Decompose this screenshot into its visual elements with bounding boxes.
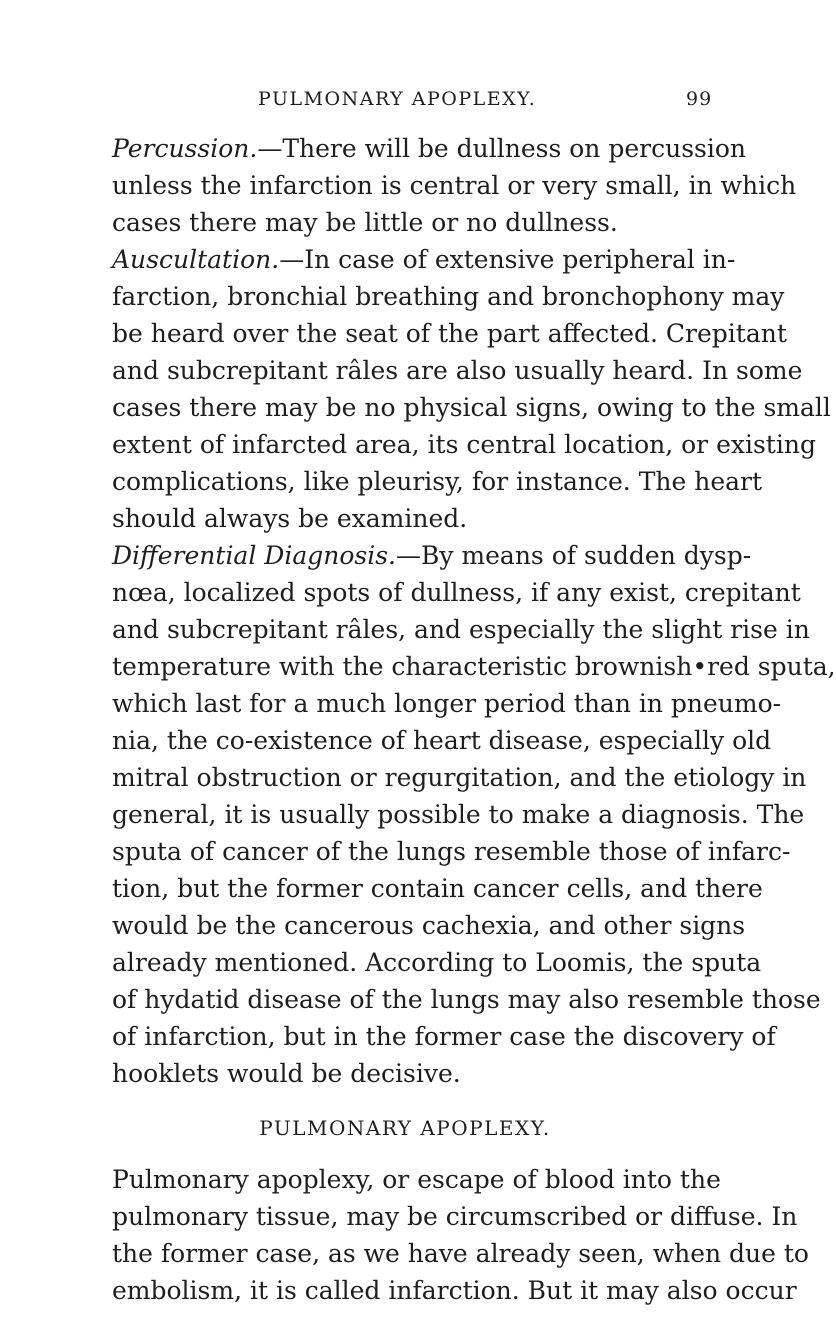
paragraph-line: nœa, localized spots of dullness, if any exist, crepitant	[112, 578, 801, 607]
paragraph-line: unless the infarction is central or very small, in which	[112, 171, 797, 200]
paragraph-percussion	[112, 130, 797, 241]
paragraph-line: extent of infarcted area, its central location, or existing	[112, 430, 816, 459]
runin-heading-percussion: Percussion.	[112, 134, 258, 163]
paragraph-line: sputa of cancer of the lungs resemble those of infarc-	[112, 837, 791, 866]
paragraph-line: already mentioned. According to Loomis, the sputa	[112, 948, 762, 977]
paragraph-differential-diagnosis	[112, 537, 836, 1092]
paragraph-line: temperature with the characteristic brownish•red sputa,	[112, 652, 836, 681]
paragraph-line	[112, 241, 736, 278]
paragraph-line: embolism, it is called infarction. But it may also occur	[112, 1276, 797, 1305]
paragraph-line	[112, 130, 747, 167]
runin-heading-auscultation: Auscultation.	[112, 245, 280, 274]
paragraph-line: farction, bronchial breathing and bronchophony may	[112, 282, 785, 311]
section-heading: PULMONARY APOPLEXY.	[259, 1116, 551, 1140]
paragraph-line: Pulmonary apoplexy, or escape of blood into the	[112, 1165, 721, 1194]
paragraph-line: be heard over the seat of the part affected. Crepitant	[112, 319, 787, 348]
paragraph-line: would be the cancerous cachexia, and other signs	[112, 911, 746, 940]
line-text: —In case of extensive peripheral in-	[279, 245, 736, 274]
paragraph-line: which last for a much longer period than in pneumo-	[112, 689, 782, 718]
paragraph-line: cases there may be little or no dullness.	[112, 208, 618, 237]
paragraph-line: hooklets would be decisive.	[112, 1059, 461, 1088]
running-head-title: PULMONARY APOPLEXY.	[258, 88, 537, 110]
paragraph-line: tion, but the former contain cancer cells, and there	[112, 874, 763, 903]
paragraph-line: should always be examined.	[112, 504, 468, 533]
paragraph-line: nia, the co-existence of heart disease, especially old	[112, 726, 772, 755]
page-number: 99	[686, 88, 713, 110]
paragraph-line: general, it is usually possible to make a diagnosis. The	[112, 800, 805, 829]
paragraph-line: complications, like pleurisy, for instance. The heart	[112, 467, 763, 496]
paragraph-line: of infarction, but in the former case the discovery of	[112, 1022, 776, 1051]
paragraph-line: pulmonary tissue, may be circumscribed or diffuse. In	[112, 1202, 798, 1231]
line-text: —By means of sudden dysp-	[395, 541, 752, 570]
line-text: —There will be dullness on percussion	[257, 134, 747, 163]
running-head	[0, 88, 800, 114]
paragraph-pulmonary-apoplexy	[112, 1161, 809, 1309]
paragraph-line	[112, 537, 752, 574]
paragraph-line: the former case, as we have already seen, when due to	[112, 1239, 809, 1268]
paragraph-auscultation	[112, 241, 831, 537]
paragraph-line: mitral obstruction or regurgitation, and the etiology in	[112, 763, 807, 792]
paragraph-line: cases there may be no physical signs, owing to the small	[112, 393, 831, 422]
runin-heading-differential-diagnosis: Differential Diagnosis.	[112, 541, 396, 570]
paragraph-line: and subcrepitant râles are also usually heard. In some	[112, 356, 803, 385]
page-body	[112, 130, 836, 1309]
paragraph-line: of hydatid disease of the lungs may also resemble those	[112, 985, 821, 1014]
paragraph-line: and subcrepitant râles, and especially the slight rise in	[112, 615, 810, 644]
